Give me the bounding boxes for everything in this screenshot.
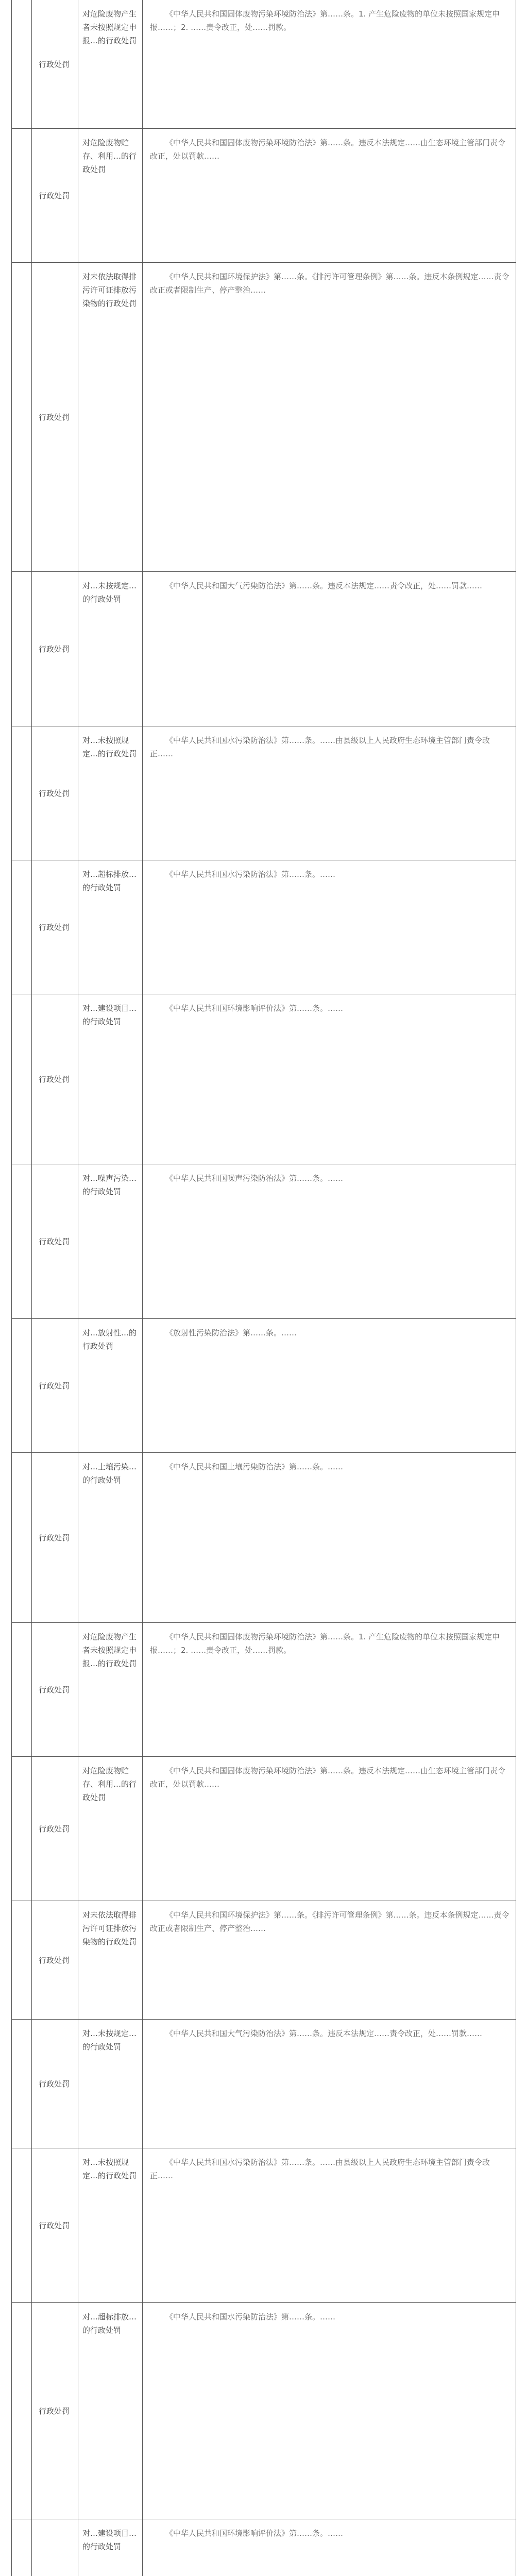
item-name-cell: 对…超标排放…的行政处罚 xyxy=(82,2312,137,2335)
row-number-cell xyxy=(11,2020,31,2148)
item-name-cell: 对危险废物贮存、利用…的行政处罚 xyxy=(82,138,137,174)
table-row xyxy=(11,129,516,263)
row-number-cell xyxy=(11,1319,31,1452)
table-row xyxy=(11,2519,516,2576)
table-row xyxy=(11,994,516,1164)
item-type-cell: 行政处罚 xyxy=(38,1074,70,1084)
table-row xyxy=(11,572,516,726)
item-type-cell: 行政处罚 xyxy=(38,2406,70,2416)
row-number-cell xyxy=(11,2519,31,2576)
legal-basis-cell: 《中华人民共和国水污染防治法》第……条。…… xyxy=(165,870,336,879)
row-number-cell xyxy=(11,994,31,1164)
item-type-cell: 行政处罚 xyxy=(38,1824,70,1834)
legal-basis-cell: 《中华人民共和国噪声污染防治法》第……条。…… xyxy=(165,1174,344,1183)
row-number-cell xyxy=(11,263,31,571)
item-name-cell: 对危险废物产生者未按照规定申报…的行政处罚 xyxy=(82,9,137,45)
item-type-cell: 行政处罚 xyxy=(38,2079,70,2089)
table-row xyxy=(11,1319,516,1453)
table-row xyxy=(11,2020,516,2148)
legal-basis-cell: 《放射性污染防治法》第……条。…… xyxy=(165,1328,297,1337)
legal-basis-cell: 《中华人民共和国水污染防治法》第……条。……由县级以上人民政府生态环境主管部门责令改正…… xyxy=(150,2158,490,2180)
item-type-cell: 行政处罚 xyxy=(38,788,70,798)
legal-basis-cell: 《中华人民共和国环境保护法》第……条。《排污许可管理条例》第……条。违反本条例规定……责令改正或者限制生产、停产整治…… xyxy=(150,1910,509,1933)
row-number-cell xyxy=(11,1901,31,2019)
table-row xyxy=(11,0,516,129)
item-type-cell: 行政处罚 xyxy=(38,59,70,69)
item-name-cell: 对…建设项目…的行政处罚 xyxy=(82,1004,137,1026)
row-number-cell xyxy=(11,1164,31,1318)
legal-basis-cell: 《中华人民共和国大气污染防治法》第……条。违反本法规定……责令改正，处……罚款…… xyxy=(165,581,483,590)
table-row xyxy=(11,1453,516,1623)
item-name-cell: 对…未按照规定…的行政处罚 xyxy=(82,736,137,758)
row-number-cell xyxy=(11,1757,31,1901)
item-type-cell: 行政处罚 xyxy=(38,2221,70,2230)
row-number-cell xyxy=(11,1453,31,1622)
item-name-cell: 对未依法取得排污许可证排放污染物的行政处罚 xyxy=(82,1910,137,1946)
item-name-cell: 对危险废物产生者未按照规定申报…的行政处罚 xyxy=(82,1632,137,1668)
table-row xyxy=(11,860,516,994)
legal-basis-cell: 《中华人民共和国环境保护法》第……条。《排污许可管理条例》第……条。违反本条例规定……责令改正或者限制生产、停产整治…… xyxy=(150,272,509,295)
legal-basis-cell: 《中华人民共和国大气污染防治法》第……条。违反本法规定……责令改正，处……罚款…… xyxy=(165,2029,483,2038)
item-name-cell: 对未依法取得排污许可证排放污染物的行政处罚 xyxy=(82,272,137,308)
item-type-cell: 行政处罚 xyxy=(38,1381,70,1391)
table-row xyxy=(11,1901,516,2020)
row-number-cell xyxy=(11,572,31,726)
legal-basis-cell: 《中华人民共和国固体废物污染环境防治法》第……条。违反本法规定……由生态环境主管部门责令改正，处以罚款…… xyxy=(150,1766,506,1789)
legal-basis-cell: 《中华人民共和国环境影响评价法》第……条。…… xyxy=(165,1004,344,1013)
item-type-cell: 行政处罚 xyxy=(38,412,70,422)
row-number-cell xyxy=(11,726,31,860)
item-name-cell: 对危险废物贮存、利用…的行政处罚 xyxy=(82,1766,137,1802)
table-row xyxy=(11,2148,516,2303)
item-type-cell: 行政处罚 xyxy=(38,922,70,932)
item-type-cell: 行政处罚 xyxy=(38,1685,70,1694)
item-type-cell: 行政处罚 xyxy=(38,191,70,200)
table-row xyxy=(11,1757,516,1901)
row-number-cell xyxy=(11,129,31,262)
legal-basis-cell: 《中华人民共和国土壤污染防治法》第……条。…… xyxy=(165,1462,344,1471)
legal-basis-cell: 《中华人民共和国水污染防治法》第……条。…… xyxy=(165,2312,336,2321)
item-name-cell: 对…土壤污染…的行政处罚 xyxy=(82,1462,137,1485)
item-type-cell: 行政处罚 xyxy=(38,1236,70,1246)
table-row xyxy=(11,1623,516,1757)
row-number-cell xyxy=(11,2148,31,2302)
legal-basis-cell: 《中华人民共和国固体废物污染环境防治法》第……条。1. 产生危险废物的单位未按照国家规定申报……；2. ……责令改正，处……罚款。 xyxy=(150,9,500,32)
item-name-cell: 对…超标排放…的行政处罚 xyxy=(82,870,137,892)
table-row xyxy=(11,1164,516,1319)
row-number-cell xyxy=(11,1623,31,1756)
table-row xyxy=(11,263,516,572)
legal-basis-cell: 《中华人民共和国固体废物污染环境防治法》第……条。违反本法规定……由生态环境主管部门责令改正，处以罚款…… xyxy=(150,138,506,161)
item-type-cell: 行政处罚 xyxy=(38,1955,70,1965)
table-row xyxy=(11,2303,516,2519)
legal-basis-cell: 《中华人民共和国固体废物污染环境防治法》第……条。1. 产生危险废物的单位未按照国家规定申报……；2. ……责令改正，处……罚款。 xyxy=(150,1632,500,1655)
legal-basis-cell: 《中华人民共和国水污染防治法》第……条。……由县级以上人民政府生态环境主管部门责令改正…… xyxy=(150,736,490,758)
item-name-cell: 对…未按规定…的行政处罚 xyxy=(82,2029,137,2052)
row-number-cell xyxy=(11,0,31,128)
item-name-cell: 对…未按照规定…的行政处罚 xyxy=(82,2158,137,2180)
row-number-cell xyxy=(11,860,31,994)
item-type-cell: 行政处罚 xyxy=(38,1533,70,1543)
item-type-cell xyxy=(31,2519,77,2576)
legal-basis-cell: 《中华人民共和国环境影响评价法》第……条。…… xyxy=(165,2529,344,2538)
item-name-cell: 对…放射性…的行政处罚 xyxy=(82,1328,137,1351)
item-name-cell: 对…噪声污染…的行政处罚 xyxy=(82,1174,137,1196)
item-name-cell: 对…未按规定…的行政处罚 xyxy=(82,581,137,604)
item-name-cell: 对…建设项目…的行政处罚 xyxy=(82,2529,137,2551)
row-number-cell xyxy=(11,2303,31,2519)
item-type-cell: 行政处罚 xyxy=(38,644,70,654)
table-row xyxy=(11,726,516,860)
